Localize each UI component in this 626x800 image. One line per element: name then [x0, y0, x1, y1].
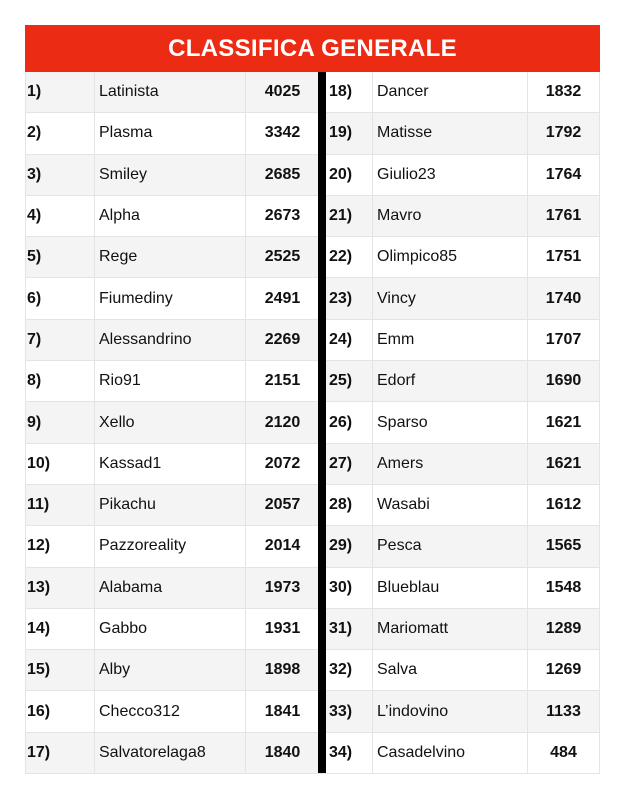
- table-row: [325, 72, 600, 113]
- rank-cell: 33): [329, 702, 353, 720]
- player-name-cell: Giulio23: [372, 155, 527, 195]
- table-row: [25, 278, 320, 319]
- rank-cell: 34): [329, 743, 353, 761]
- column-divider: [318, 72, 326, 774]
- player-name-cell: Alabama: [94, 568, 245, 608]
- table-row: [25, 485, 320, 526]
- player-name-cell: Dancer: [372, 72, 527, 112]
- score-cell: 2014: [245, 526, 320, 566]
- player-name-cell: Mariomatt: [372, 609, 527, 649]
- rank-cell: 31): [329, 620, 353, 637]
- table-row: [25, 568, 320, 609]
- score-cell: 1764: [527, 155, 600, 195]
- score-cell: 1792: [527, 113, 600, 153]
- table-row: [325, 691, 600, 732]
- rank-cell: 25): [329, 372, 353, 390]
- player-name-cell: L’indovino: [372, 691, 527, 731]
- player-name-cell: Vincy: [372, 278, 527, 318]
- score-cell: 1621: [527, 402, 600, 442]
- rank-cell: 21): [329, 207, 353, 225]
- table-row: [325, 485, 600, 526]
- player-name-cell: Blueblau: [372, 568, 527, 608]
- rank-cell: 7): [27, 330, 42, 348]
- table-row: [325, 402, 600, 443]
- player-name-cell: Mavro: [372, 196, 527, 236]
- score-cell: 2057: [245, 485, 320, 525]
- player-name-cell: Alpha: [94, 196, 245, 236]
- rank-cell: 30): [329, 578, 353, 596]
- player-name-cell: Gabbo: [94, 609, 245, 649]
- table-row: [25, 155, 320, 196]
- rank-cell: 16): [27, 702, 51, 720]
- score-cell: 2685: [245, 155, 320, 195]
- table-row: [25, 444, 320, 485]
- table-row: [325, 609, 600, 650]
- player-name-cell: Emm: [372, 320, 527, 360]
- score-cell: 1751: [527, 237, 600, 277]
- score-cell: 1612: [527, 485, 600, 525]
- score-cell: 1832: [527, 72, 600, 112]
- score-cell: 3342: [245, 113, 320, 153]
- table-row: [25, 691, 320, 732]
- table-row: [25, 650, 320, 691]
- score-cell: 1707: [527, 320, 600, 360]
- standings-right-column: [325, 72, 600, 774]
- score-cell: 2525: [245, 237, 320, 277]
- rank-cell: 22): [329, 248, 353, 266]
- table-row: [325, 733, 600, 774]
- rank-cell: 17): [27, 743, 51, 761]
- standings-left-column: [25, 72, 320, 774]
- player-name-cell: Rio91: [94, 361, 245, 401]
- rank-cell: 27): [329, 454, 353, 472]
- rank-cell: 14): [27, 620, 51, 637]
- table-row: [325, 650, 600, 691]
- player-name-cell: Matisse: [372, 113, 527, 153]
- rank-cell: 20): [329, 165, 353, 183]
- table-row: [25, 402, 320, 443]
- score-cell: 4025: [245, 72, 320, 112]
- table-row: [325, 237, 600, 278]
- player-name-cell: Sparso: [372, 402, 527, 442]
- score-cell: 2120: [245, 402, 320, 442]
- table-row: [325, 526, 600, 567]
- table-row: [25, 361, 320, 402]
- rank-cell: 11): [27, 496, 50, 514]
- player-name-cell: Wasabi: [372, 485, 527, 525]
- rank-cell: 10): [27, 454, 51, 472]
- player-name-cell: Plasma: [94, 113, 245, 153]
- player-name-cell: Edorf: [372, 361, 527, 401]
- score-cell: 1761: [527, 196, 600, 236]
- score-cell: 1548: [527, 568, 600, 608]
- rank-cell: 8): [27, 372, 42, 390]
- score-cell: 1898: [245, 650, 320, 690]
- score-cell: 1931: [245, 609, 320, 649]
- player-name-cell: Pesca: [372, 526, 527, 566]
- score-cell: 1269: [527, 650, 600, 690]
- player-name-cell: Smiley: [94, 155, 245, 195]
- player-name-cell: Amers: [372, 444, 527, 484]
- table-row: [25, 113, 320, 154]
- player-name-cell: Fiumediny: [94, 278, 245, 318]
- score-cell: 2151: [245, 361, 320, 401]
- rank-cell: 4): [27, 207, 42, 225]
- table-row: [25, 733, 320, 774]
- rank-cell: 13): [27, 578, 51, 596]
- player-name-cell: Checco312: [94, 691, 245, 731]
- rank-cell: 3): [27, 165, 42, 183]
- rank-cell: 5): [27, 248, 42, 266]
- rank-cell: 6): [27, 289, 42, 307]
- score-cell: 1841: [245, 691, 320, 731]
- player-name-cell: Xello: [94, 402, 245, 442]
- table-row: [325, 568, 600, 609]
- table-row: [325, 196, 600, 237]
- rank-cell: 19): [329, 124, 353, 142]
- score-cell: 1621: [527, 444, 600, 484]
- table-row: [325, 155, 600, 196]
- table-row: [25, 237, 320, 278]
- table-row: [325, 444, 600, 485]
- score-cell: 1973: [245, 568, 320, 608]
- rank-cell: 28): [329, 496, 353, 514]
- rank-cell: 23): [329, 289, 353, 307]
- player-name-cell: Kassad1: [94, 444, 245, 484]
- rank-cell: 26): [329, 413, 353, 431]
- player-name-cell: Pikachu: [94, 485, 245, 525]
- table-row: [25, 196, 320, 237]
- score-cell: 2673: [245, 196, 320, 236]
- player-name-cell: Salva: [372, 650, 527, 690]
- player-name-cell: Casadelvino: [372, 733, 527, 773]
- player-name-cell: Salvatorelaga8: [94, 733, 245, 773]
- rank-cell: 29): [329, 537, 353, 555]
- score-cell: 2269: [245, 320, 320, 360]
- player-name-cell: Alessandrino: [94, 320, 245, 360]
- table-row: [25, 609, 320, 650]
- score-cell: 1690: [527, 361, 600, 401]
- table-row: [25, 320, 320, 361]
- player-name-cell: Alby: [94, 650, 245, 690]
- rank-cell: 18): [329, 83, 353, 101]
- score-cell: 1840: [245, 733, 320, 773]
- rank-cell: 1): [27, 83, 42, 101]
- score-cell: 2072: [245, 444, 320, 484]
- table-row: [25, 526, 320, 567]
- rank-cell: 12): [27, 537, 51, 555]
- score-cell: 1740: [527, 278, 600, 318]
- player-name-cell: Latinista: [94, 72, 245, 112]
- score-cell: 1565: [527, 526, 600, 566]
- score-cell: 1133: [527, 691, 600, 731]
- table-row: [325, 320, 600, 361]
- table-row: [325, 361, 600, 402]
- player-name-cell: Pazzoreality: [94, 526, 245, 566]
- table-row: [325, 278, 600, 319]
- score-cell: 2491: [245, 278, 320, 318]
- table-row: [25, 72, 320, 113]
- player-name-cell: Olimpico85: [372, 237, 527, 277]
- rank-cell: 32): [329, 661, 353, 679]
- player-name-cell: Rege: [94, 237, 245, 277]
- rank-cell: 15): [27, 661, 51, 679]
- rank-cell: 9): [27, 413, 42, 431]
- rank-cell: 24): [329, 330, 353, 348]
- table-row: [325, 113, 600, 154]
- rank-cell: 2): [27, 124, 42, 142]
- score-cell: 484: [527, 733, 600, 773]
- leaderboard-title: CLASSIFICA GENERALE: [25, 25, 600, 72]
- score-cell: 1289: [527, 609, 600, 649]
